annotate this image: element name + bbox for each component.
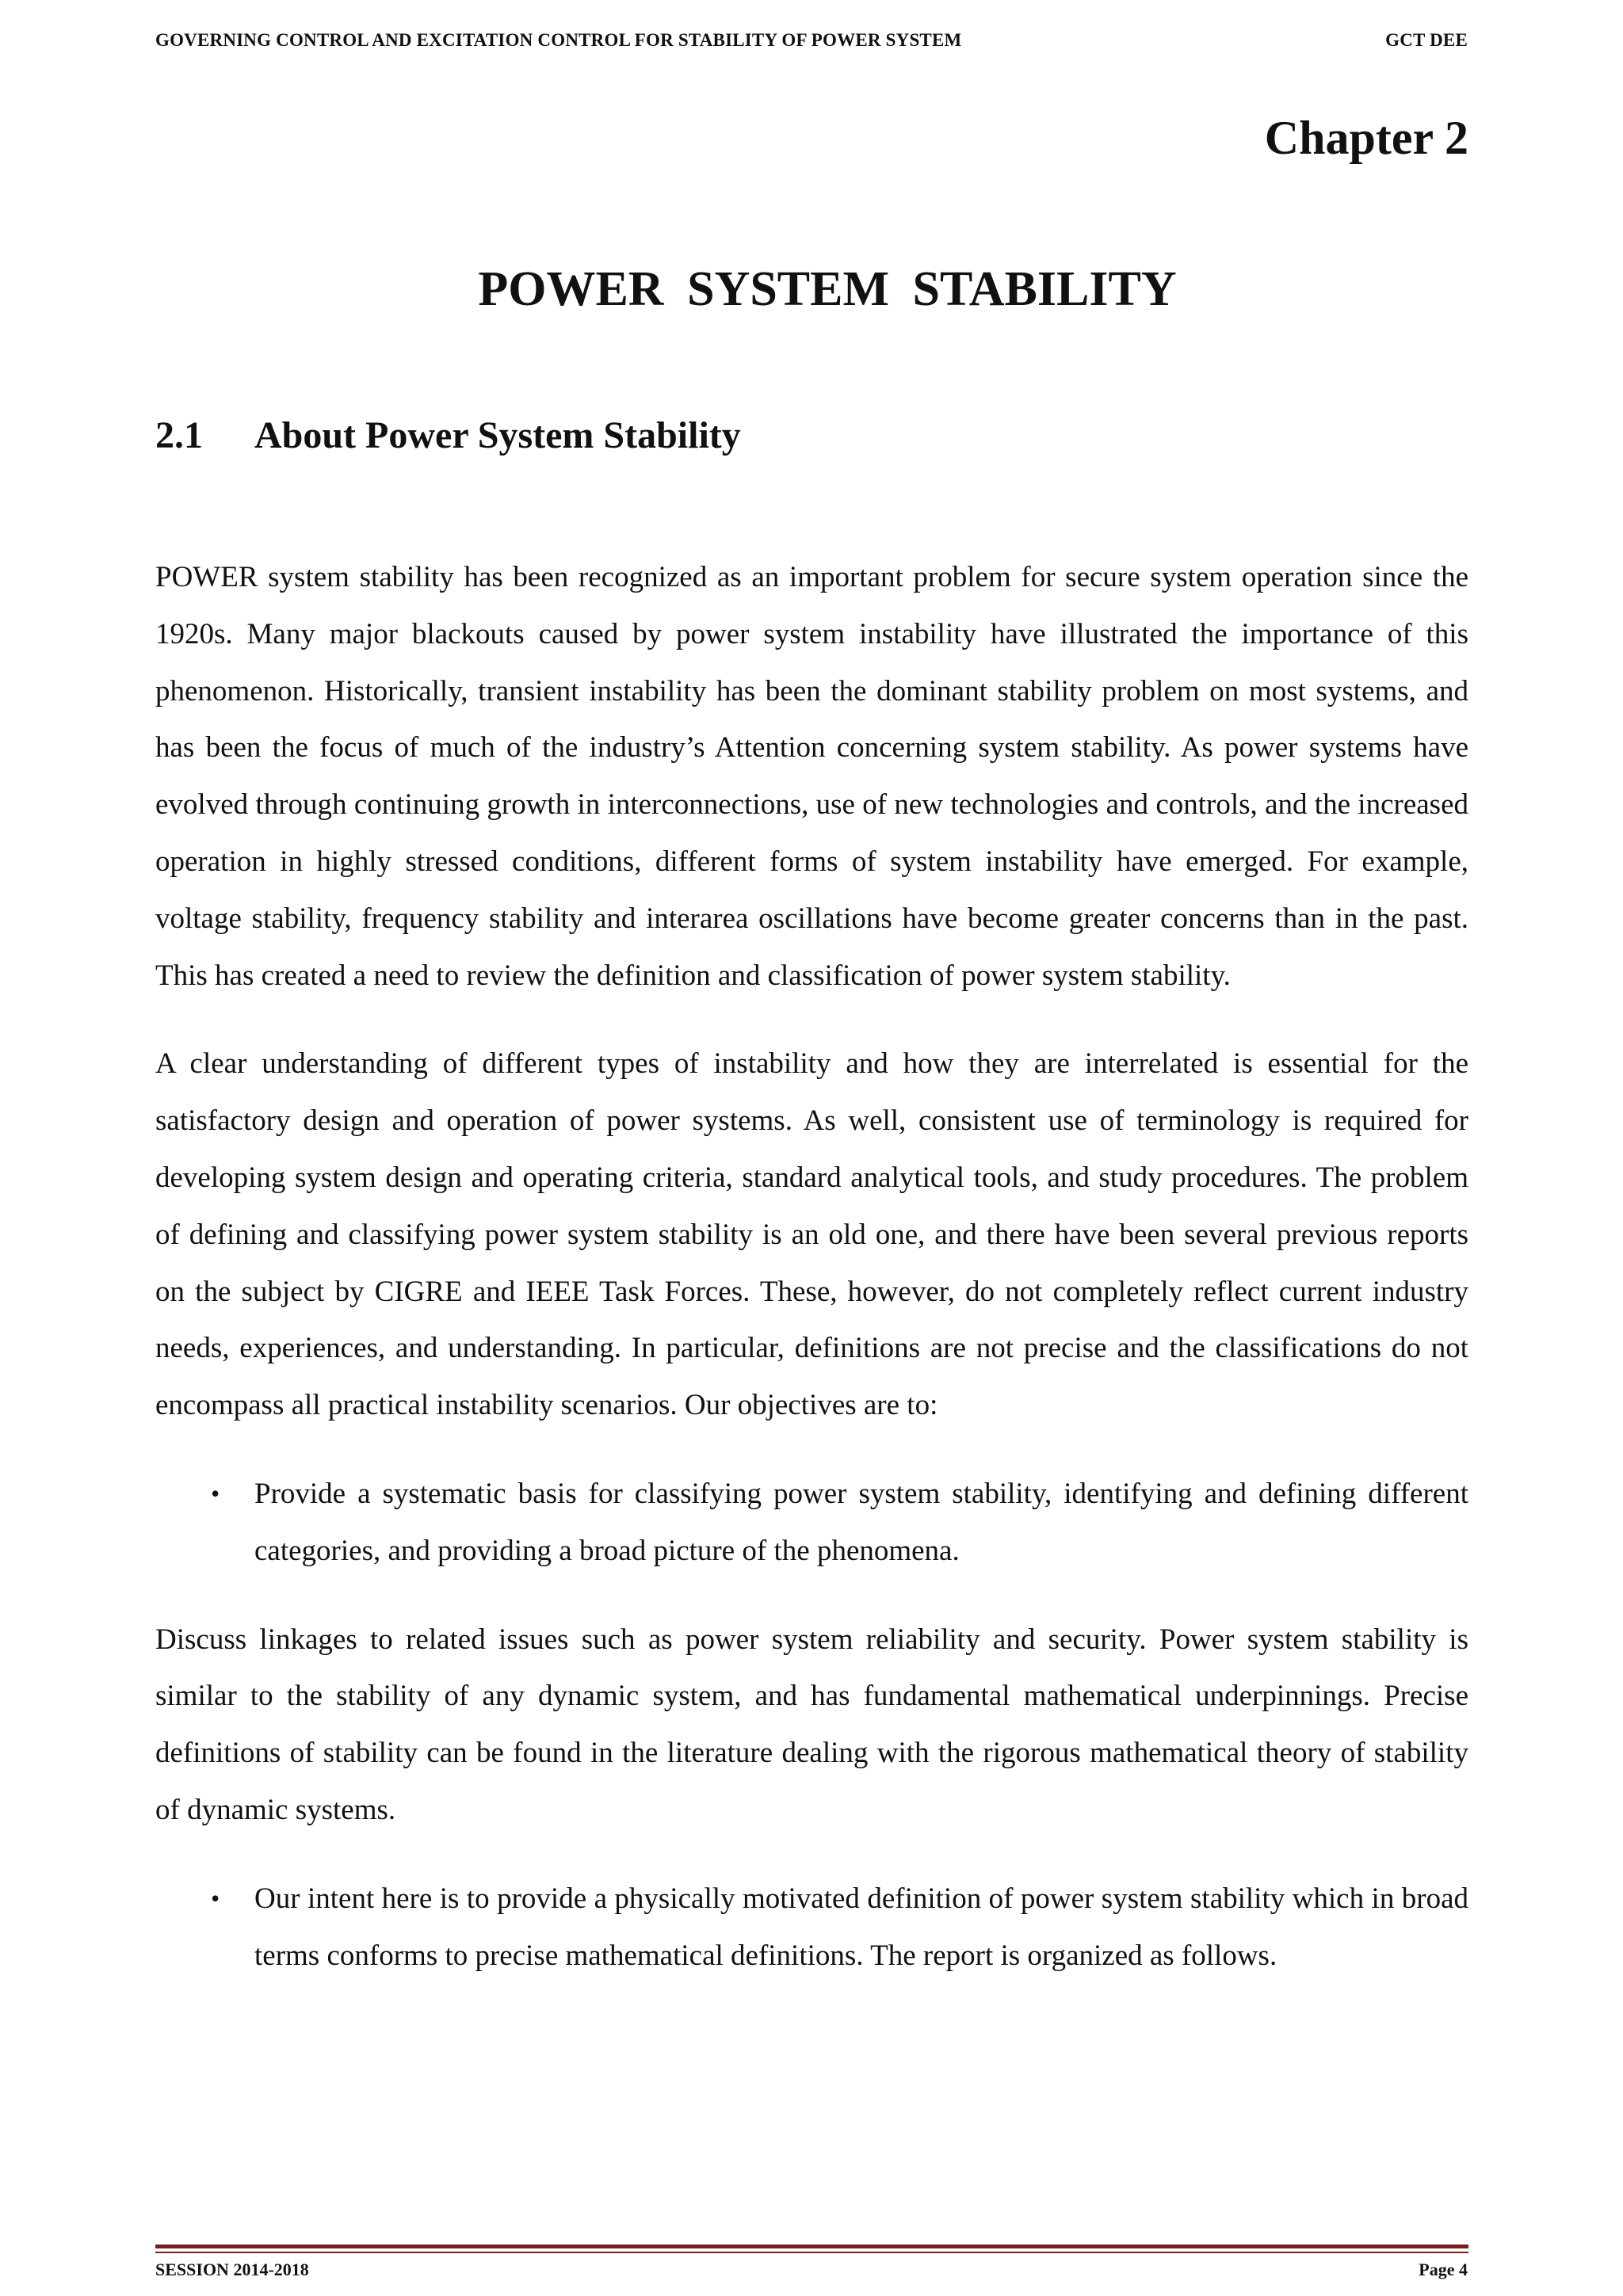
footer-page-number: Page 4 [1419, 2260, 1468, 2279]
bullet-icon: • [211, 1883, 220, 1913]
page-footer [155, 2260, 1468, 2280]
paragraph: Discuss linkages to related issues such as power system reliability and security. Power system stability is similar to the stability of any dynamic system, and has fundamental mathematical underpinnings. Precise definitions of stability can be found in the literature dealing with the rigorous mathematical theory of stability of dynamic systems. [155, 1623, 1468, 1826]
bullet-text: Provide a systematic basis for classifying power system stability, identifying and defining different categories, and providing a broad picture of the phenomena. [254, 1477, 1468, 1567]
paragraph: A clear understanding of different types of instability and how they are interrelated is essential for the satisfactory design and operation of power systems. As well, consistent use of terminology is required for developing system design and operating criteria, standard analytical tools, and study procedures. The problem of defining and classifying power system stability is an old one, and there have been several previous reports on the subject by CIGRE and IEEE Task Forces. These, however, do not completely reflect current industry needs, experiences, and understanding. In particular, definitions are not precise and the classifications do not encompass all practical instability scenarios. Our objectives are to: [155, 1047, 1468, 1422]
section-heading [155, 414, 741, 457]
bullet-item [155, 1466, 1468, 1580]
footer-rule-thick [155, 2245, 1468, 2248]
paragraph: POWER system stability has been recognized as an important problem for secure system operation since the 1920s. Many major blackouts caused by power system instability have illustrated the importance of this phenomenon. Historically, transient instability has been the dominant stability problem on most systems, and has been the focus of much of the industry’s Attention concerning system stability. As power systems have evolved through continuing growth in interconnections, use of new technologies and controls, and the increased operation in highly stressed conditions, different forms of system instability have emerged. For example, voltage stability, frequency stability and interarea oscillations have become greater concerns than in the past. This has created a need to review the definition and classification of power system stability. [155, 561, 1468, 992]
header-title: GOVERNING CONTROL AND EXCITATION CONTROL FOR STABILITY OF POWER SYSTEM [155, 30, 962, 50]
bullet-text: Our intent here is to provide a physically motivated definition of power system stability which in broad terms conforms to precise mathematical definitions. The report is organized as follows. [254, 1882, 1468, 1972]
body-content [155, 549, 1468, 2016]
page-header [155, 30, 1468, 51]
footer-rule-thin [155, 2252, 1468, 2253]
chapter-title: POWER SYSTEM STABILITY [478, 262, 1177, 316]
section-title: About Power System Stability [254, 414, 741, 456]
bullet-icon: • [211, 1478, 220, 1508]
section-number: 2.1 [155, 414, 203, 456]
header-department: GCT DEE [1385, 30, 1468, 50]
bullet-list [155, 1871, 1468, 1985]
chapter-label: Chapter 2 [1264, 112, 1468, 164]
bullet-list [155, 1466, 1468, 1580]
bullet-item [155, 1871, 1468, 1985]
footer-session: SESSION 2014-2018 [155, 2260, 309, 2279]
